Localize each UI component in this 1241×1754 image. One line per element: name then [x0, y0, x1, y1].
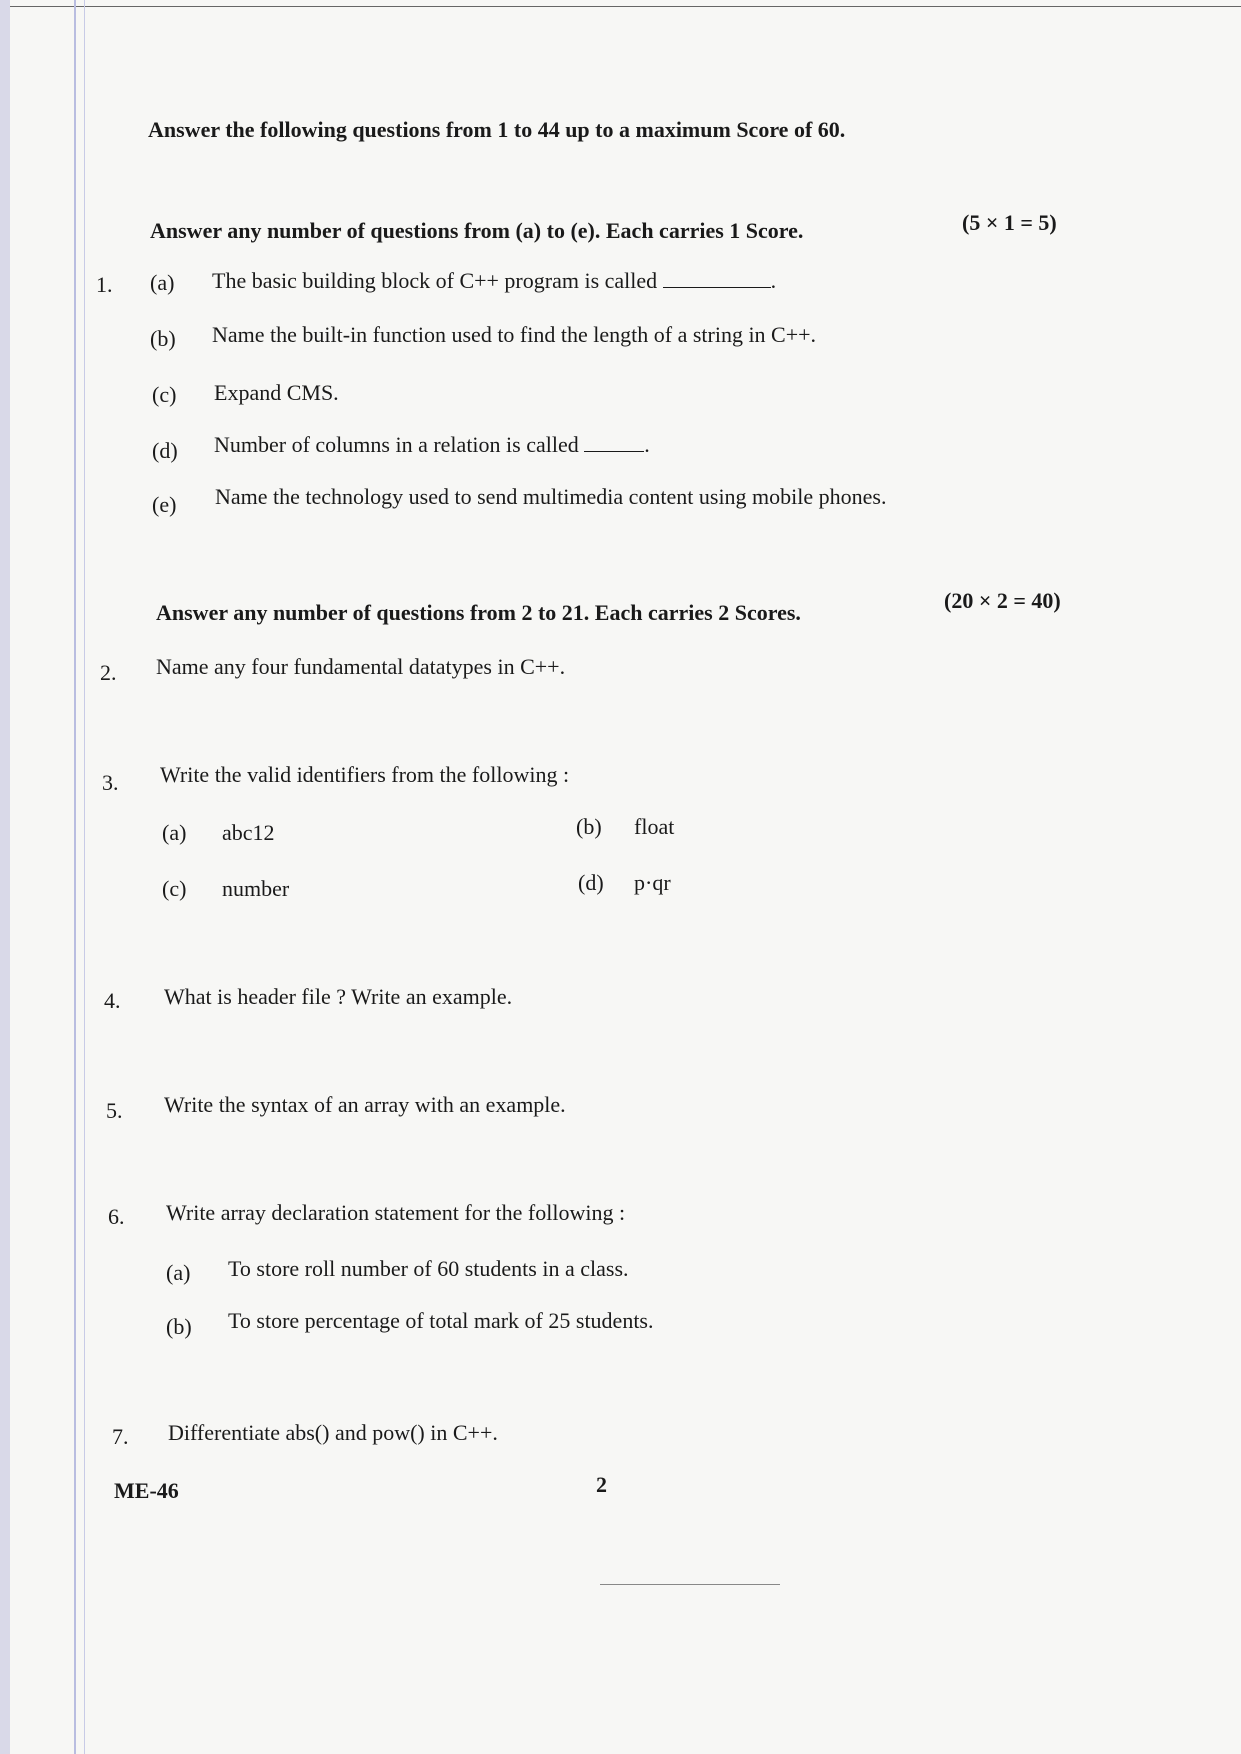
q6a-label: (a) — [166, 1260, 191, 1285]
q3a-text: abc12 — [222, 820, 275, 845]
q3a-label: (a) — [162, 820, 187, 845]
margin-line — [74, 0, 76, 1754]
q1d-text — [214, 432, 650, 458]
q3d-label: (d) — [578, 870, 604, 895]
q1e-text: Name the technology used to send multimedia content using mobile phones. — [215, 484, 887, 509]
q2-text: Name any four fundamental datatypes in C++. — [156, 654, 566, 679]
q6b-label: (b) — [166, 1314, 192, 1339]
q1a-suffix: . — [770, 268, 777, 293]
q1a-question: The basic building block of C++ program is called — [212, 268, 658, 293]
section1-instruction: Answer any number of questions from (a) to (e). Each carries 1 Score. — [150, 218, 804, 243]
q7-text: Differentiate abs() and pow() in C++. — [168, 1420, 498, 1445]
smudge-line — [600, 1584, 780, 1585]
section2-score: (20 × 2 = 40) — [944, 588, 1061, 613]
q5-number: 5. — [106, 1098, 123, 1123]
q6-number: 6. — [108, 1204, 125, 1229]
q4-number: 4. — [104, 988, 121, 1013]
section1-score: (5 × 1 = 5) — [962, 210, 1057, 235]
q5-text: Write the syntax of an array with an example. — [164, 1092, 566, 1117]
q1a-text — [212, 268, 776, 294]
q3b-text: float — [634, 814, 675, 839]
q3b-label: (b) — [576, 814, 602, 839]
q1-number: 1. — [96, 272, 113, 297]
page-number: 2 — [596, 1472, 607, 1497]
q4-text: What is header file ? Write an example. — [164, 984, 513, 1009]
q3-number: 3. — [102, 770, 119, 795]
q3c-text: number — [222, 876, 290, 901]
q6b-text: To store percentage of total mark of 25 students. — [228, 1308, 654, 1333]
q1d-question: Number of columns in a relation is called — [214, 432, 579, 457]
page-edge — [0, 0, 10, 1754]
q1c-label: (c) — [152, 382, 177, 407]
paper-code: ME-46 — [114, 1478, 179, 1503]
q1d-suffix: . — [644, 432, 650, 457]
q6-text: Write array declaration statement for the following : — [166, 1200, 626, 1225]
q1c-text: Expand CMS. — [214, 380, 339, 405]
answer-blank — [584, 433, 644, 452]
q1b-label: (b) — [150, 326, 176, 351]
q1d-label: (d) — [152, 438, 178, 463]
q2-number: 2. — [100, 660, 117, 685]
q1b-text: Name the built-in function used to find the length of a string in C++. — [212, 322, 817, 347]
q1e-label: (e) — [152, 492, 177, 517]
top-rule — [0, 6, 1241, 7]
q3c-label: (c) — [162, 876, 187, 901]
section2-instruction: Answer any number of questions from 2 to 21. Each carries 2 Scores. — [156, 600, 801, 625]
margin-line — [84, 0, 85, 1754]
answer-blank — [663, 269, 771, 288]
main-instruction: Answer the following questions from 1 to 44 up to a maximum Score of 60. — [148, 117, 846, 142]
q1a-label: (a) — [150, 270, 175, 295]
q6a-text: To store roll number of 60 students in a class. — [228, 1256, 629, 1281]
q3d-text: p·qr — [634, 870, 671, 895]
q7-number: 7. — [112, 1424, 129, 1449]
q3-text: Write the valid identifiers from the following : — [160, 762, 570, 787]
